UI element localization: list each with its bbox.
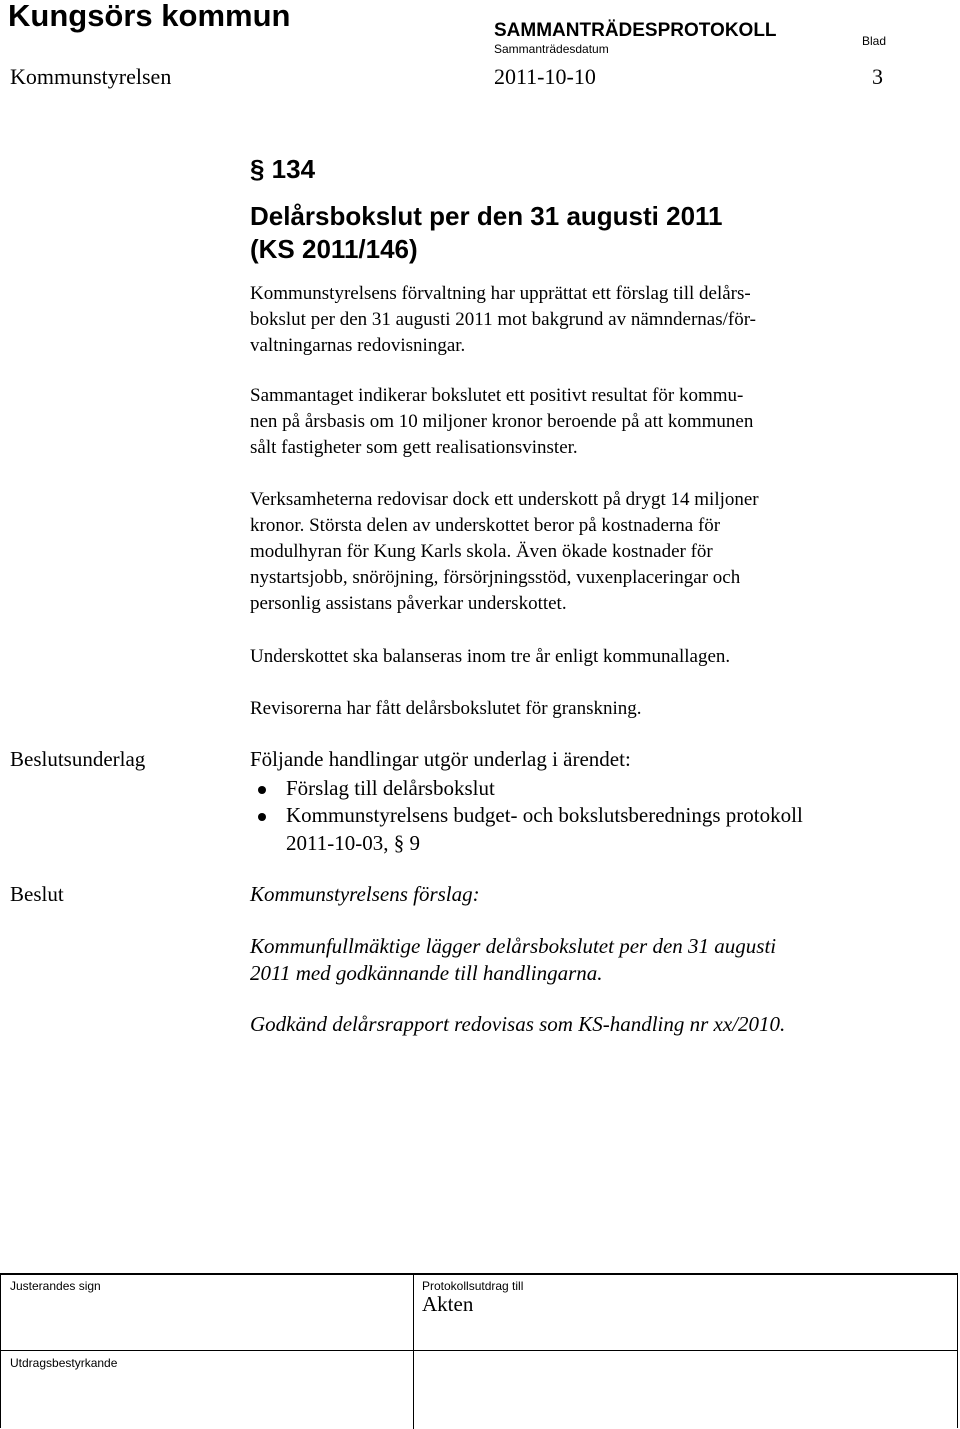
- extract-recipients-value: Akten: [422, 1292, 474, 1316]
- body-paragraph: Verksamheterna redovisar dock ett underskott på drygt 14 miljoner kronor. Största delen av underskottet beror på kostnaderna för modulhyran för Kung Karls skola. Även ökade kostnader för nystartsjobb, snöröjning, försörjningsstöd, vuxenplaceringar och personlig assistans påverkar underskottet.: [250, 489, 759, 614]
- basis-list-item: Kommunstyrelsens budget- och bokslutsberednings protokoll 2011-10-03, § 9: [286, 803, 803, 855]
- decision-label: Beslut: [10, 882, 64, 906]
- basis-intro: Följande handlingar utgör underlag i ärendet:: [250, 747, 631, 771]
- meeting-date-label: Sammanträdesdatum: [494, 42, 609, 56]
- section-number: § 134: [250, 154, 316, 184]
- municipality-name: Kungsörs kommun: [8, 0, 291, 33]
- decision-text: Godkänd delårsrapport redovisas som KS-handling nr xx/2010.: [250, 1012, 786, 1036]
- case-title: Delårsbokslut per den 31 augusti 2011: [250, 201, 723, 231]
- sign-label: Justerandes sign: [10, 1279, 101, 1293]
- bullet-icon: [258, 813, 266, 821]
- case-reference: (KS 2011/146): [250, 234, 418, 264]
- bullet-icon: [258, 786, 266, 794]
- page-number: 3: [872, 64, 883, 89]
- table-divider: [413, 1273, 414, 1429]
- basis-label: Beslutsunderlag: [10, 747, 146, 771]
- body-paragraph: Underskottet ska balanseras inom tre år enligt kommunallagen.: [250, 646, 731, 667]
- body-paragraph: Kommunstyrelsens förvaltning har upprättat ett förslag till delårs- bokslut per den 31 augusti 2011 mot bakgrund av nämndernas/för- valtningarnas redovisningar.: [250, 283, 757, 356]
- document-type: SAMMANTRÄDESPROTOKOLL: [494, 20, 777, 41]
- certification-label: Utdragsbestyrkande: [10, 1356, 118, 1370]
- body-paragraph: Sammantaget indikerar bokslutet ett positivt resultat för kommu- nen på årsbasis om 10 miljoner kronor beroende på att kommunen sålt fastigheter som gett realisationsvinster.: [250, 385, 754, 458]
- proposal-heading: Kommunstyrelsens förslag:: [250, 882, 480, 906]
- extract-recipients-label: Protokollsutdrag till: [422, 1279, 524, 1293]
- board-name: Kommunstyrelsen: [10, 64, 172, 89]
- basis-list-item: Förslag till delårsbokslut: [286, 776, 495, 800]
- page-label: Blad: [862, 34, 887, 48]
- body-paragraph: Revisorerna har fått delårsbokslutet för granskning.: [250, 698, 642, 719]
- decision-text: Kommunfullmäktige lägger delårsbokslutet per den 31 augusti 2011 med godkännande till handlingarna.: [250, 934, 777, 985]
- table-divider: [0, 1350, 958, 1351]
- meeting-date: 2011-10-10: [494, 64, 596, 89]
